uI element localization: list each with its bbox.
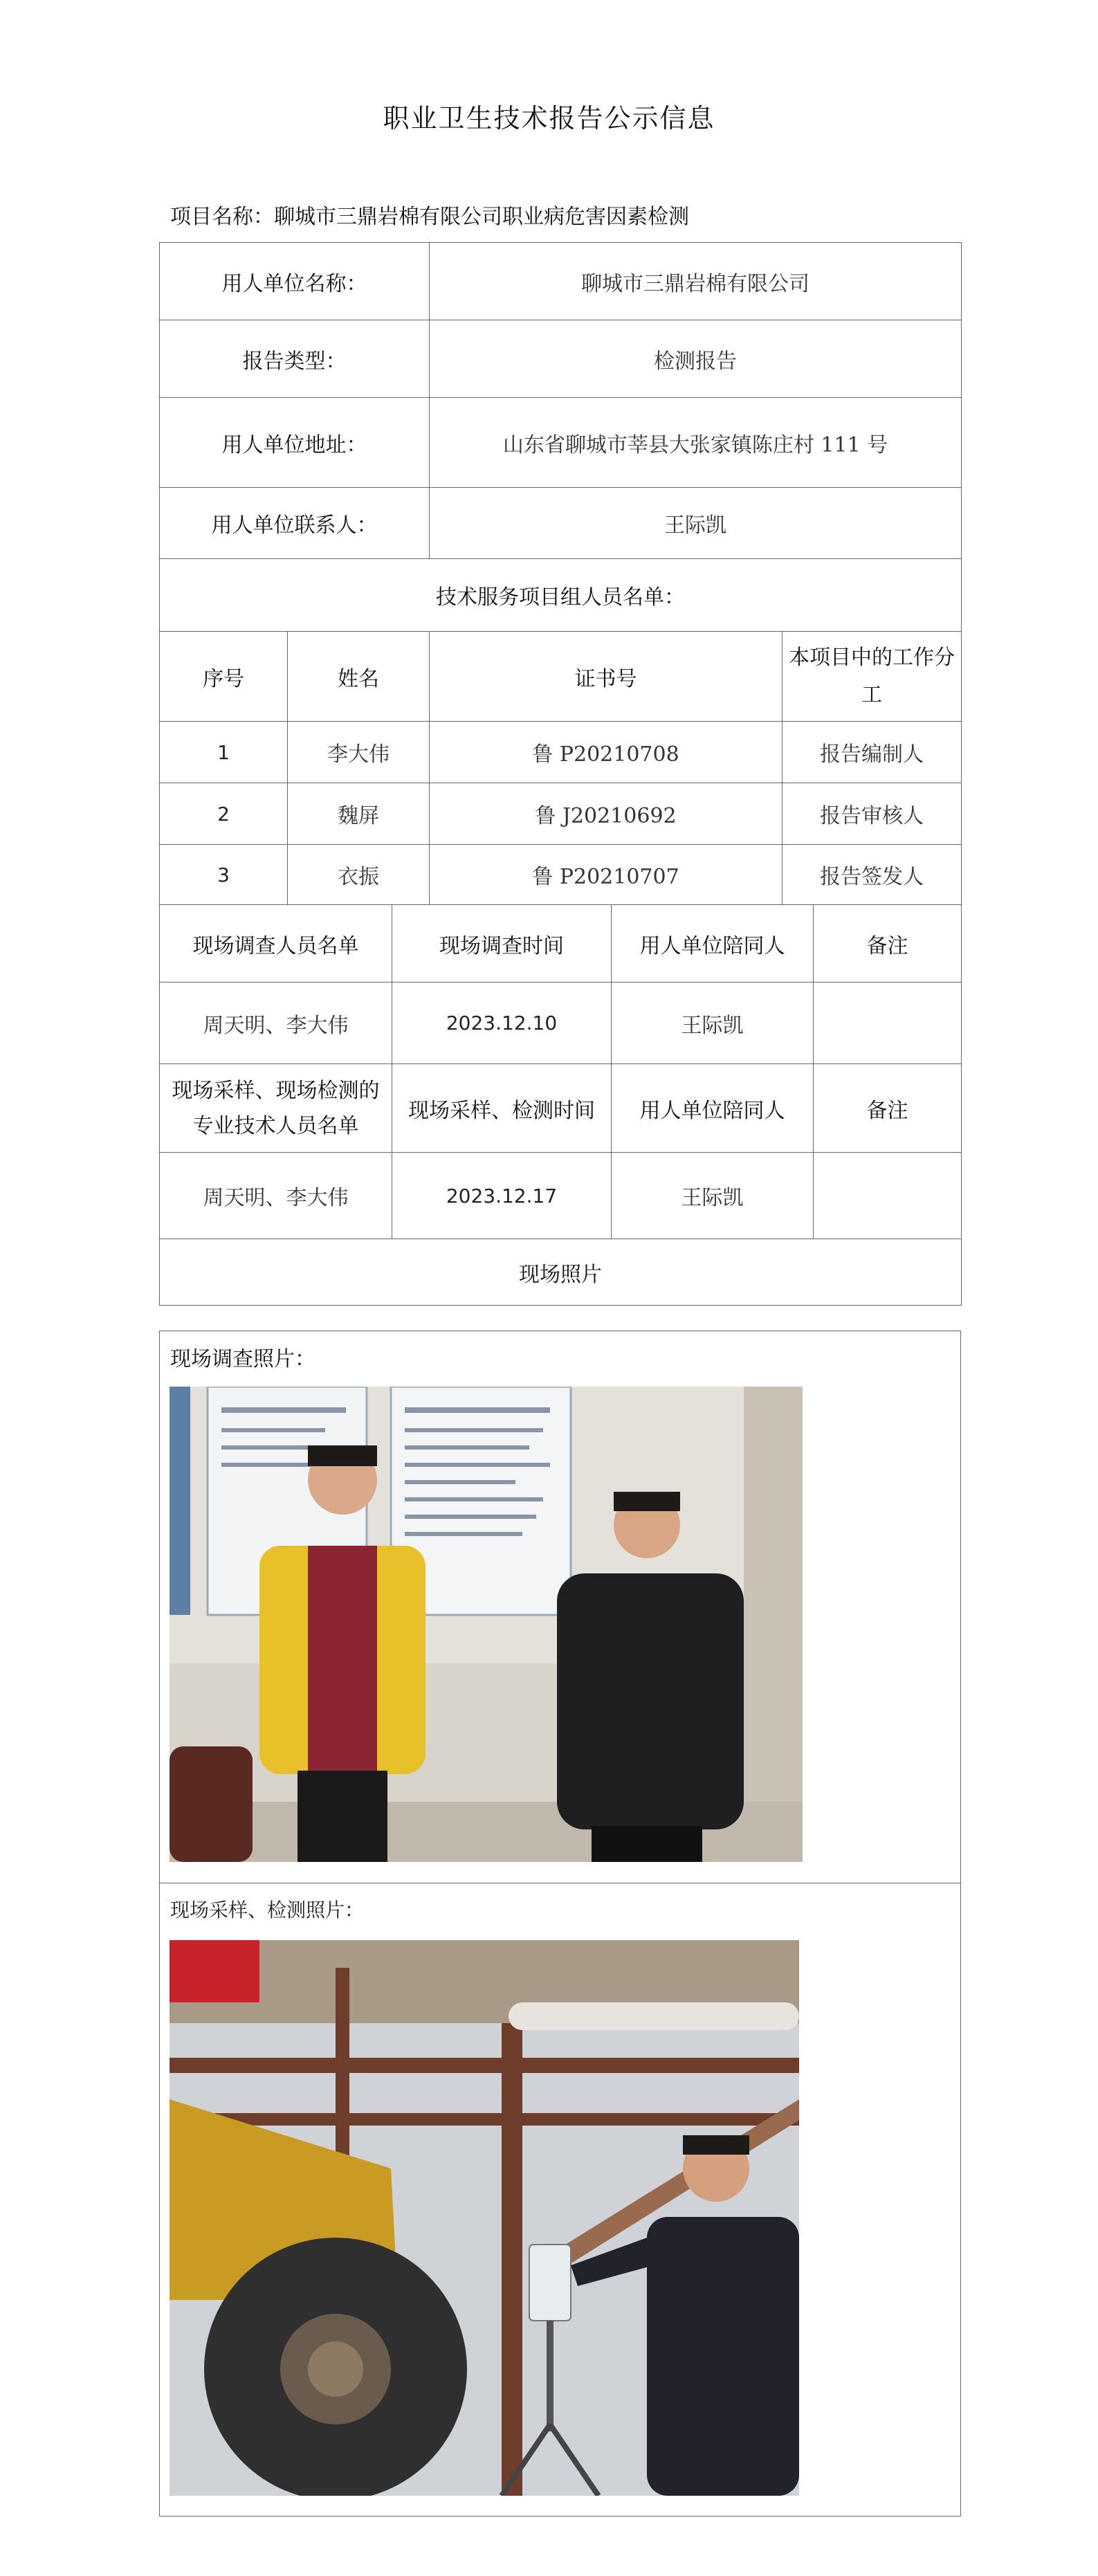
project-label: 项目名称： bbox=[170, 205, 274, 229]
team-role: 报告编制人 bbox=[783, 722, 962, 783]
survey-note bbox=[814, 983, 962, 1064]
info-label: 用人单位名称： bbox=[160, 243, 430, 320]
sampling-escort: 王际凯 bbox=[612, 1153, 814, 1239]
sampling-note bbox=[814, 1153, 962, 1239]
team-name: 魏屏 bbox=[288, 783, 430, 845]
info-value: 山东省聊城市莘县大张家镇陈庄村 111 号 bbox=[430, 398, 962, 488]
survey-header: 现场调查时间 bbox=[392, 905, 612, 983]
survey-photo bbox=[170, 1387, 803, 1862]
sampling-photo bbox=[170, 1940, 799, 2496]
team-header: 本项目中的工作分工 bbox=[783, 632, 962, 722]
survey-header: 用人单位陪同人 bbox=[612, 905, 814, 983]
photo-section bbox=[159, 1331, 961, 2516]
table-row bbox=[160, 722, 962, 783]
survey-photo-label: 现场调查照片： bbox=[170, 1347, 315, 1371]
team-no: 1 bbox=[160, 722, 288, 783]
info-value: 检测报告 bbox=[430, 320, 962, 398]
survey-escort: 王际凯 bbox=[612, 983, 814, 1064]
table-row bbox=[160, 983, 962, 1064]
survey-header: 现场调查人员名单 bbox=[160, 905, 392, 983]
team-header: 姓名 bbox=[288, 632, 430, 722]
info-table bbox=[159, 242, 962, 905]
sampling-header: 现场采样、检测时间 bbox=[392, 1064, 612, 1153]
team-cert: 鲁 J20210692 bbox=[430, 783, 783, 845]
sampling-header: 用人单位陪同人 bbox=[612, 1064, 814, 1153]
table-row bbox=[160, 1153, 962, 1239]
info-value: 聊城市三鼎岩棉有限公司 bbox=[430, 243, 962, 320]
team-heading: 技术服务项目组人员名单： bbox=[160, 559, 962, 632]
sampling-time: 2023.12.17 bbox=[392, 1153, 612, 1239]
survey-table bbox=[159, 904, 962, 1306]
sampling-header: 备注 bbox=[814, 1064, 962, 1153]
info-value: 王际凯 bbox=[430, 488, 962, 559]
sampling-header: 现场采样、现场检测的专业技术人员名单 bbox=[160, 1064, 392, 1153]
photos-heading: 现场照片 bbox=[160, 1239, 962, 1306]
team-name: 衣振 bbox=[288, 845, 430, 905]
table-row bbox=[160, 845, 962, 905]
team-header: 序号 bbox=[160, 632, 288, 722]
survey-time: 2023.12.10 bbox=[392, 983, 612, 1064]
team-role: 报告审核人 bbox=[783, 783, 962, 845]
table-row bbox=[160, 783, 962, 845]
survey-people: 周天明、李大伟 bbox=[160, 983, 392, 1064]
info-label: 用人单位联系人： bbox=[160, 488, 430, 559]
survey-header: 备注 bbox=[814, 905, 962, 983]
team-cert: 鲁 P20210708 bbox=[430, 722, 783, 783]
team-no: 3 bbox=[160, 845, 288, 905]
sampling-photo-label: 现场采样、检测照片： bbox=[170, 1899, 365, 1921]
project-name: 聊城市三鼎岩棉有限公司职业病危害因素检测 bbox=[274, 205, 689, 229]
team-name: 李大伟 bbox=[288, 722, 430, 783]
sampling-people: 周天明、李大伟 bbox=[160, 1153, 392, 1239]
team-cert: 鲁 P20210707 bbox=[430, 845, 783, 905]
project-line bbox=[170, 199, 689, 230]
info-label: 用人单位地址： bbox=[160, 398, 430, 488]
page-title: 职业卫生技术报告公示信息 bbox=[383, 103, 715, 134]
team-header: 证书号 bbox=[430, 632, 783, 722]
team-no: 2 bbox=[160, 783, 288, 845]
team-role: 报告签发人 bbox=[783, 845, 962, 905]
info-label: 报告类型： bbox=[160, 320, 430, 398]
